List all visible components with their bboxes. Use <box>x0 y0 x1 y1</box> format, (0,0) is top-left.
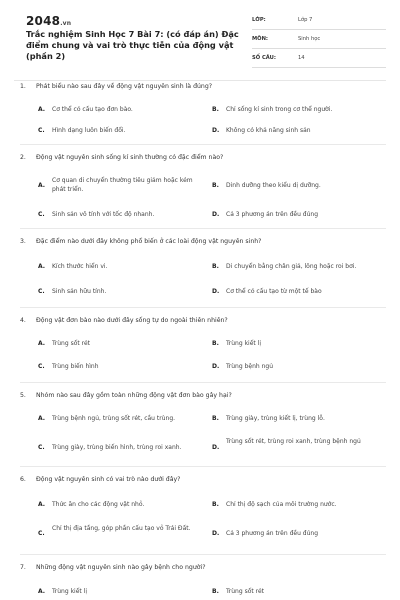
question-text <box>20 317 386 324</box>
option-text: Trùng bệnh ngủ <box>226 363 273 370</box>
meta-key: MÔN: <box>252 36 268 42</box>
option-letter: B. <box>212 106 219 113</box>
question-number: 4. <box>20 317 26 324</box>
question-stem: Động vật nguyên sinh sống kí sinh thường có đặc điểm nào? <box>36 154 224 161</box>
question-number: 3. <box>20 238 26 245</box>
option-letter: C. <box>38 211 45 218</box>
option-c[interactable] <box>38 524 210 546</box>
option-text: Chỉ sống kí sinh trong cơ thể người. <box>226 106 333 113</box>
meta-key: SỐ CÂU: <box>252 55 276 61</box>
option-letter: A. <box>38 106 46 113</box>
option-letter: D. <box>212 444 220 451</box>
option-text: Không có khả năng sinh sản <box>226 127 311 134</box>
option-text: Thức ăn cho các động vật nhỏ. <box>52 501 145 508</box>
document-title: Trắc nghiệm Sinh Học 7 Bài 7: (có đáp án) Đặc điểm chung và vai trò thực tiễn của động vật (phần 2) <box>26 29 239 61</box>
question-divider <box>20 554 386 555</box>
option-letter: B. <box>212 415 219 422</box>
option-letter: C. <box>38 288 45 295</box>
question-text <box>20 83 386 90</box>
option-letter: B. <box>212 263 219 270</box>
option-text: Di chuyển bằng chân giả, lông hoặc roi bơi. <box>226 263 357 270</box>
logo-tld: .vn <box>60 20 72 27</box>
option-letter: A. <box>38 263 46 270</box>
question-number: 2. <box>20 154 26 161</box>
option-text: Trùng bệnh ngủ, trùng sốt rét, cầu trùng. <box>52 415 176 422</box>
option-letter: C. <box>38 363 45 370</box>
option-text: Trùng kiết lị <box>226 340 261 347</box>
question-stem: Động vật nguyên sinh có vai trò nào dưới đây? <box>36 476 181 483</box>
question-number: 1. <box>20 83 26 90</box>
option-text: Cơ thể có cấu tạo đơn bào. <box>52 106 133 113</box>
option-letter: B. <box>212 588 219 595</box>
option-letter: B. <box>212 182 219 189</box>
option-text: Cơ thể có cấu tạo từ một tế bào <box>226 288 322 295</box>
question-text <box>20 154 386 161</box>
option-letter: C. <box>38 444 45 451</box>
option-letter: D. <box>212 211 220 218</box>
question-text <box>20 238 386 245</box>
option-text: Trùng sốt rét <box>52 340 91 347</box>
option-letter: A. <box>38 501 46 508</box>
option-text: Sinh sản hữu tính. <box>52 288 107 295</box>
option-text: Chỉ thị địa tầng, góp phần cấu tạo vỏ Trái Đất. <box>52 525 191 532</box>
question-divider <box>20 382 386 383</box>
option-letter: D. <box>212 530 220 537</box>
question-stem: Nhóm nào sau đây gồm toàn những động vật đơn bào gây hại? <box>36 392 232 399</box>
option-letter: A. <box>38 340 46 347</box>
question-divider <box>20 228 386 229</box>
option-letter: D. <box>212 363 220 370</box>
option-text: Trùng kiết lị <box>52 588 87 595</box>
option-letter: C. <box>38 530 45 537</box>
option-letter: A. <box>38 182 46 189</box>
question-number: 7. <box>20 564 26 571</box>
question-divider <box>20 466 386 467</box>
option-text: Cơ quan di chuyển thường tiêu giảm hoặc kém phát triển. <box>52 177 193 193</box>
option-text: Trùng sốt rét <box>226 588 265 595</box>
meta-key: LỚP: <box>252 17 266 23</box>
question-stem: Động vật đơn bào nào dưới đây sống tự do ngoài thiên nhiên? <box>36 317 228 324</box>
option-text: Cả 3 phương án trên đều đúng <box>226 211 319 218</box>
meta-value: 14 <box>298 55 305 61</box>
option-a[interactable] <box>38 176 210 198</box>
option-text: Sinh sản vô tính với tốc độ nhanh. <box>52 211 155 218</box>
option-letter: A. <box>38 415 46 422</box>
question-stem: Phát biểu nào sau đây về động vật nguyên sinh là đúng? <box>36 83 213 90</box>
question-text <box>20 476 386 483</box>
option-text: Cả 3 phương án trên đều đúng <box>226 530 319 537</box>
option-letter: B. <box>212 501 219 508</box>
option-text: Hình dạng luôn biến đổi. <box>52 127 126 134</box>
option-text: Dinh dưỡng theo kiểu dị dưỡng. <box>226 182 321 189</box>
question-divider <box>20 144 386 145</box>
question-stem: Những động vật nguyên sinh nào gây bệnh cho người? <box>36 564 206 571</box>
meta-value: Lớp 7 <box>298 17 313 23</box>
question-number: 6. <box>20 476 26 483</box>
meta-value: Sinh học <box>298 36 321 42</box>
option-text: Kích thước hiển vi. <box>52 263 108 270</box>
question-stem: Đặc điểm nào dưới đây không phổ biến ở các loài động vật nguyên sinh? <box>36 238 262 245</box>
option-letter: D. <box>212 288 220 295</box>
option-d[interactable] <box>212 437 384 459</box>
logo-text: 2048 <box>26 14 61 28</box>
option-letter: D. <box>212 127 220 134</box>
option-letter: B. <box>212 340 219 347</box>
question-number: 5. <box>20 392 26 399</box>
option-text: Trùng biến hình <box>52 363 99 370</box>
option-letter: A. <box>38 588 46 595</box>
option-letter: C. <box>38 127 45 134</box>
question-text <box>20 392 386 399</box>
question-text <box>20 564 386 571</box>
question-divider <box>20 307 386 308</box>
option-text: Trùng giày, trùng biến hình, trùng roi xanh. <box>52 444 182 451</box>
option-text: Chỉ thị độ sạch của môi trường nước. <box>226 501 337 508</box>
option-text: Trùng sốt rét, trùng roi xanh, trùng bệnh ngủ <box>226 438 361 445</box>
option-text: Trùng giày, trùng kiết lị, trùng lỗ. <box>226 415 325 422</box>
